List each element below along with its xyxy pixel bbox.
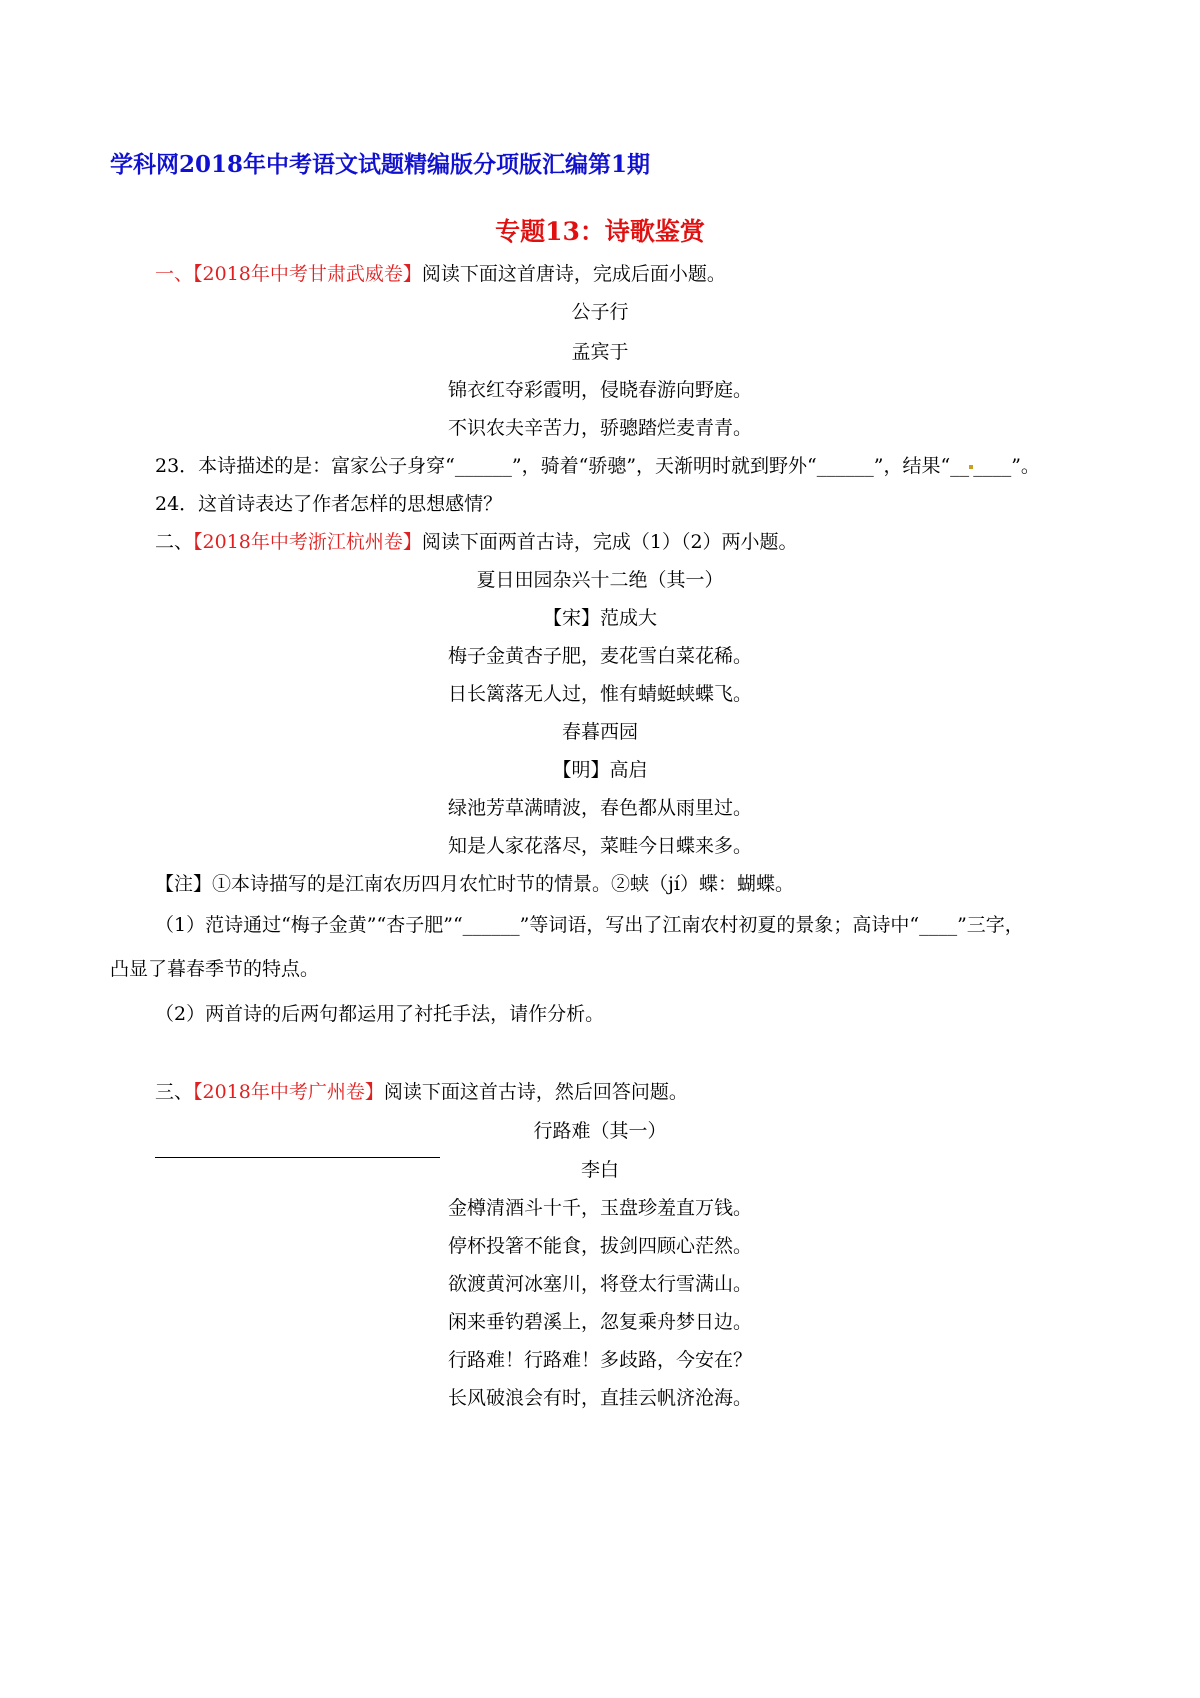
section-3-heading bbox=[155, 1077, 688, 1104]
poem-line: 梅子金黄杏子肥，麦花雪白菜花稀。 bbox=[447, 645, 752, 667]
poem-line: 停杯投箸不能食，拔剑四顾心茫然。 bbox=[447, 1235, 752, 1257]
poem-title: 公子行 bbox=[571, 301, 629, 323]
poem-line: 日长篱落无人过，惟有蜻蜓蛱蝶飞。 bbox=[447, 683, 752, 705]
poem-title: 夏日田园杂兴十二绝（其一） bbox=[476, 569, 724, 591]
question-23-text: 23．本诗描述的是：富家公子身穿“______”，骑着“骄骢”，天渐明时就到野外“______”，结果“__ bbox=[155, 455, 970, 477]
poem-line: 闲来垂钓碧溪上，忽复乘舟梦日边。 bbox=[447, 1311, 752, 1333]
poem-title: 行路难（其一） bbox=[533, 1120, 667, 1142]
question-23 bbox=[155, 451, 1040, 478]
poem-line: 欲渡黄河冰塞川，将登太行雪满山。 bbox=[447, 1273, 752, 1295]
question-23-end: ____”。 bbox=[973, 455, 1040, 477]
question-1-continued: 凸显了暮春季节的特点。 bbox=[110, 958, 320, 980]
section-2-heading bbox=[155, 527, 798, 554]
document-header: 学科网2018年中考语文试题精编版分项版汇编第1期 bbox=[110, 151, 651, 178]
section-1-instruction: 阅读下面这首唐诗，完成后面小题。 bbox=[421, 263, 726, 285]
section-2-source: 【2018年中考浙江杭州卷】 bbox=[193, 531, 422, 553]
poem-title: 春暮西园 bbox=[561, 721, 638, 743]
section-3-source: 【2018年中考广州卷】 bbox=[193, 1081, 384, 1103]
poem-line: 锦衣红夺彩霞明，侵晓春游向野庭。 bbox=[447, 379, 752, 401]
section-1-heading bbox=[155, 259, 726, 286]
section-1-source: 【2018年中考甘肃武威卷】 bbox=[193, 263, 422, 285]
poem-line: 行路难！行路难！多歧路，今安在？ bbox=[447, 1349, 752, 1371]
poem-line: 长风破浪会有时，直挂云帆济沧海。 bbox=[447, 1387, 752, 1409]
poem-author: 【宋】范成大 bbox=[542, 607, 657, 629]
poem-line: 知是人家花落尽，菜畦今日蝶来多。 bbox=[447, 835, 752, 857]
section-2-instruction: 阅读下面两首古诗，完成（1）（2）两小题。 bbox=[421, 531, 798, 553]
poem-line: 不识农夫辛苦力，骄骢踏烂麦青青。 bbox=[447, 417, 752, 439]
question-2: （2）两首诗的后两句都运用了衬托手法，请作分析。 bbox=[155, 1003, 605, 1025]
topic-title: 专题13：诗歌鉴赏 bbox=[495, 217, 705, 246]
section-2-prefix: 二、 bbox=[155, 531, 194, 553]
section-1-prefix: 一、 bbox=[155, 263, 194, 285]
poem-author: 李白 bbox=[580, 1159, 619, 1181]
poem-line: 绿池芳草满晴波，春色都从雨里过。 bbox=[447, 797, 752, 819]
annotation-note: 【注】①本诗描写的是江南农历四月农忙时节的情景。②蛱（jí）蝶：蝴蝶。 bbox=[155, 873, 794, 895]
poem-author: 孟宾于 bbox=[571, 341, 629, 363]
question-24: 24．这首诗表达了作者怎样的思想感情？ bbox=[155, 493, 503, 515]
poem-author: 【明】高启 bbox=[552, 759, 648, 781]
section-3-prefix: 三、 bbox=[155, 1081, 194, 1103]
poem-line: 金樽清酒斗十千，玉盘珍羞直万钱。 bbox=[447, 1197, 752, 1219]
question-1: （1）范诗通过“梅子金黄”“杏子肥”“______”等词语，写出了江南农村初夏的景象；高诗中“____”三字， bbox=[155, 914, 1024, 936]
section-3-instruction: 阅读下面这首古诗，然后回答问题。 bbox=[383, 1081, 688, 1103]
